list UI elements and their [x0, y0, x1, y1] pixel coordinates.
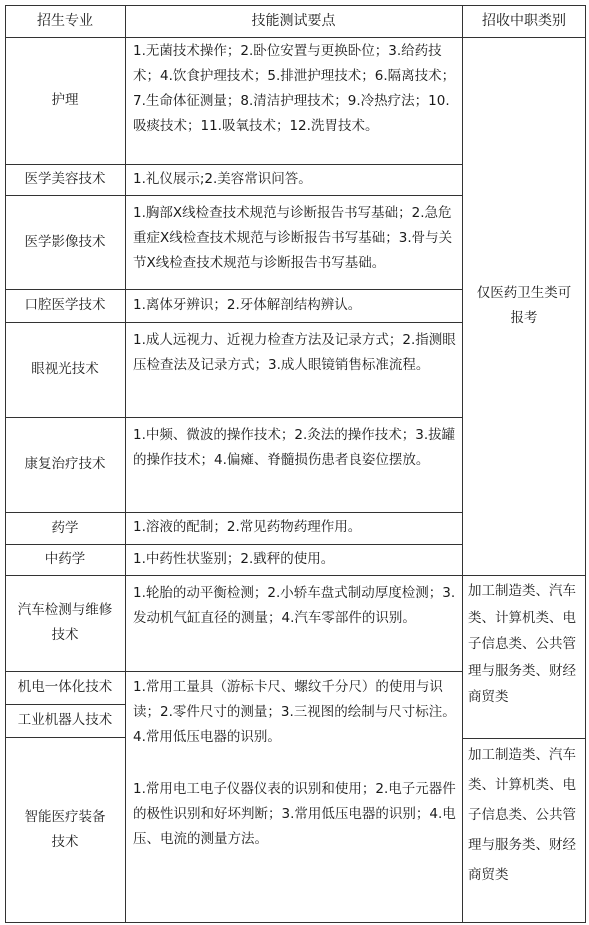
grid-line [462, 5, 463, 923]
grid-line [5, 512, 462, 513]
category-cell-industrial: 加工制造类、汽车类、计算机类、电子信息类、公共管理与服务类、财经商贸类 [468, 583, 576, 705]
major-cell: 工业机器人技术 [17, 712, 113, 728]
requirements-cell: 1.中频、微波的操作技术；2.灸法的操作技术；3.拔罐的操作技术；4.偏瘫、脊髓损伤患者良姿位摆放。 [133, 427, 456, 468]
major-cell: 眼视光技术 [31, 361, 99, 377]
grid-line [5, 575, 586, 576]
major-cell: 中药学 [44, 551, 86, 567]
grid-line [125, 5, 126, 923]
grid-line [5, 195, 462, 196]
requirements-cell: 1.成人远视力、近视力检查方法及记录方式；2.指测眼压检查法及记录方式；3.成人眼镜销售标准流程。 [133, 332, 456, 373]
grid-line [5, 704, 125, 705]
major-cell: 汽车检测与维修技术 [17, 602, 113, 643]
grid-line [5, 164, 462, 165]
grid-line [5, 544, 462, 545]
major-cell: 药学 [51, 519, 79, 536]
requirements-cell: 1.胸部X线检查技术规范与诊断报告书写基础；2.急危重症X线检查技术规范与诊断报告书写基础；3.骨与关节X线检查技术规范与诊断报告书写基础。 [133, 205, 453, 271]
requirements-cell: 1.溶液的配制；2.常见药物药理作用。 [133, 519, 362, 535]
grid-line [5, 417, 462, 418]
requirements-cell: 1.礼仪展示;2.美容常识问答。 [133, 171, 312, 187]
major-cell: 智能医疗装备技术 [24, 808, 106, 850]
grid-line [5, 5, 586, 6]
grid-line [5, 671, 462, 672]
major-cell: 护理 [51, 92, 79, 108]
grid-line [5, 322, 462, 323]
major-cell: 医学美容技术 [24, 171, 106, 187]
major-cell: 口腔医学技术 [24, 297, 106, 313]
grid-line [5, 289, 462, 290]
category-cell-medical: 仅医药卫生类可报考 [476, 285, 572, 326]
header-category: 招收中职类别 [482, 12, 566, 29]
requirements-cell: 1.离体牙辨识；2.牙体解剖结构辨认。 [133, 297, 362, 313]
grid-line [5, 5, 6, 923]
header-requirements: 技能测试要点 [251, 12, 336, 29]
requirements-cell: 1.常用电工电子仪器仪表的识别和使用；2.电子元器件的极性识别和好坏判断；3.常用低压电器的识别；4.电压、电流的测量方法。 [133, 781, 456, 847]
grid-line [585, 5, 586, 923]
requirements-cell: 1.常用工量具（游标卡尺、螺纹千分尺）的使用与识读；2.零件尺寸的测量；3.三视图的绘制与尺寸标注。4.常用低压电器的识别。 [133, 679, 456, 745]
grid-line [5, 737, 125, 738]
requirements-cell: 1.无菌技术操作；2.卧位安置与更换卧位；3.给药技术；4.饮食护理技术；5.排泄护理技术；6.隔离技术；7.生命体征测量；8.清洁护理技术；9.冷热疗法；10.吸痰技术；11.吸氧技术；12.洗胃技术。 [133, 43, 456, 134]
requirements-cell: 1.轮胎的动平衡检测；2.小轿车盘式制动厚度检测；3.发动机气缸直径的测量；4.汽车零部件的识别。 [133, 585, 456, 626]
grid-line [125, 766, 462, 767]
major-cell: 机电一体化技术 [17, 679, 113, 695]
grid-line [5, 37, 586, 38]
major-cell: 医学影像技术 [24, 233, 106, 250]
grid-line [462, 738, 586, 739]
header-major: 招生专业 [37, 12, 93, 29]
grid-line [5, 922, 586, 923]
major-cell: 康复治疗技术 [24, 456, 106, 472]
category-cell-industrial: 加工制造类、汽车类、计算机类、电子信息类、公共管理与服务类、财经商贸类 [468, 747, 576, 883]
requirements-cell: 1.中药性状鉴别；2.戥秤的使用。 [133, 551, 335, 567]
